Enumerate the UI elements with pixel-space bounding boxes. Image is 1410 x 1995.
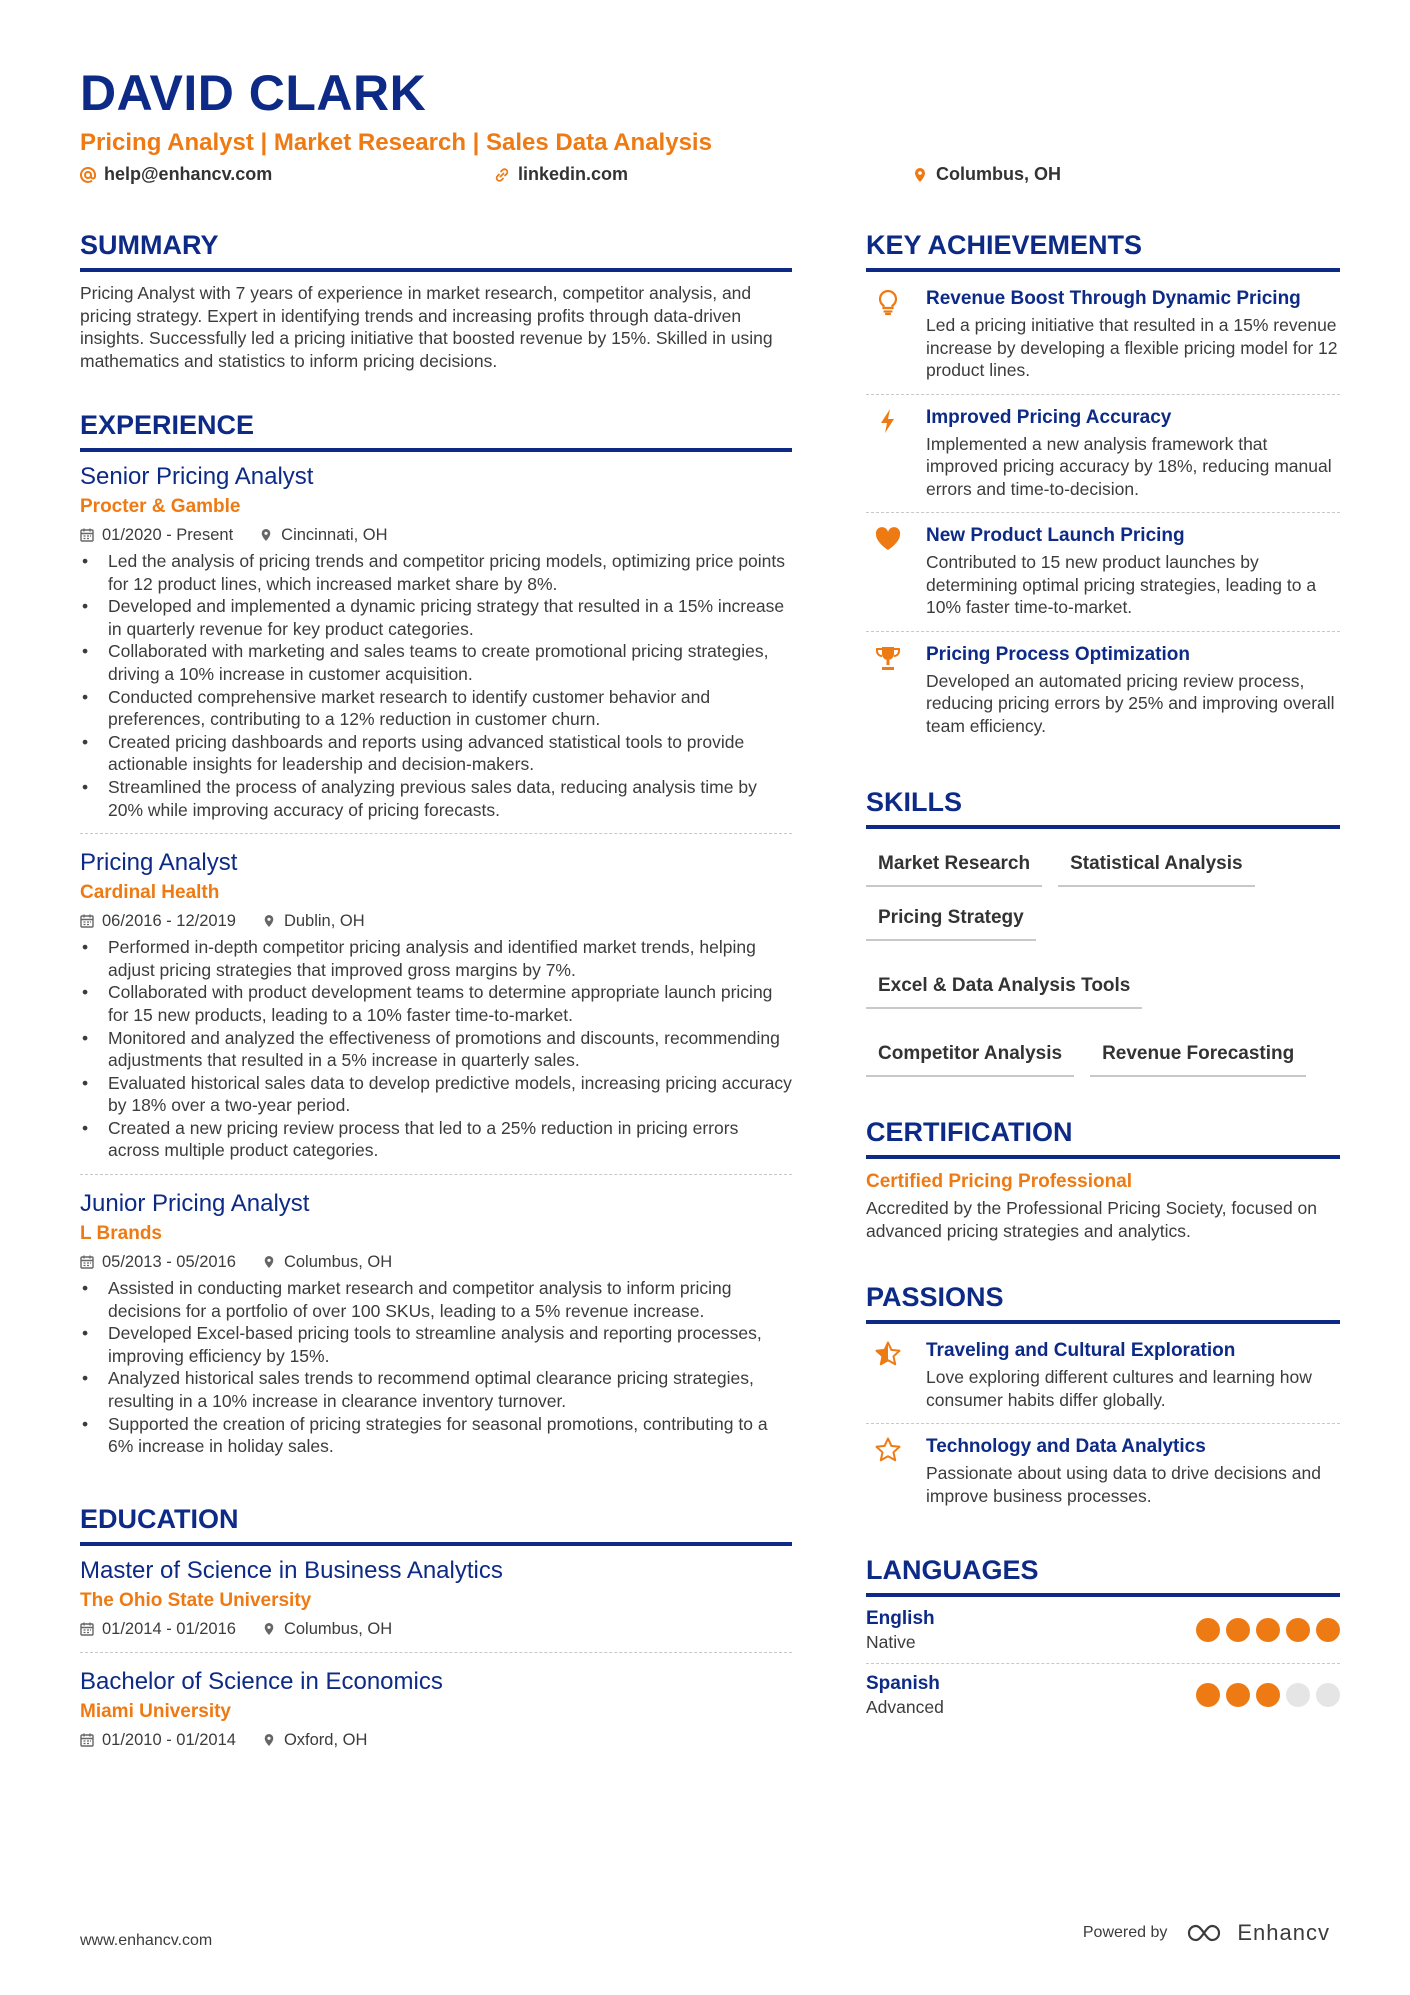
bullet-item: • Streamlined the process of analyzing previous sales data, reducing analysis time by 20% while improving accuracy of pricing forecasts. — [80, 776, 792, 821]
bullet-item: • Evaluated historical sales data to develop predictive models, increasing pricing accuracy by 18% over a two-year period. — [80, 1072, 792, 1117]
bullet-item: • Created pricing dashboards and reports using advanced statistical tools to provide actionable insights for leadership and decision-makers. — [80, 731, 792, 776]
language-rating — [1196, 1683, 1340, 1707]
rating-dot-filled — [1316, 1618, 1340, 1642]
education-location: Columbus, OH — [262, 1618, 392, 1640]
rating-dot-filled — [1196, 1683, 1220, 1707]
experience-heading: EXPERIENCE — [80, 408, 792, 452]
achievement-item — [866, 631, 1340, 750]
bullet-item: • Analyzed historical sales trends to recommend optimal clearance pricing strategies, resulting in a 10% increase in clearance inventory turnover. — [80, 1367, 792, 1412]
passion-item — [866, 1423, 1340, 1519]
passions-heading: PASSIONS — [866, 1280, 1340, 1324]
at-icon — [80, 167, 96, 183]
skills-section — [866, 785, 1340, 1077]
passions-section — [866, 1280, 1340, 1519]
achievement-item — [866, 512, 1340, 631]
job-entry — [80, 833, 792, 1174]
rating-dot-filled — [1256, 1618, 1280, 1642]
education-section — [80, 1502, 792, 1763]
achievements-heading: KEY ACHIEVEMENTS — [866, 228, 1340, 272]
calendar-icon — [80, 1622, 94, 1636]
job-location: Cincinnati, OH — [259, 524, 387, 546]
education-dates: 01/2010 - 01/2014 — [80, 1729, 236, 1751]
company-name: L Brands — [80, 1223, 163, 1245]
map-pin-icon — [262, 1622, 276, 1636]
rating-dot-filled — [1196, 1618, 1220, 1642]
achievements-section — [866, 228, 1340, 749]
education-meta — [80, 1729, 792, 1751]
star-outline-icon — [874, 1436, 902, 1464]
achievement-description: Contributed to 15 new product launches by determining optimal pricing strategies, leading to a 10% faster time-to-market. — [926, 552, 1317, 617]
linkedin-contact[interactable] — [494, 164, 628, 185]
education-entry — [80, 1556, 792, 1652]
candidate-name: DAVID CLARK — [80, 65, 427, 121]
passion-title: Technology and Data Analytics — [926, 1436, 1206, 1457]
bullet-item: • Collaborated with product development teams to determine appropriate launch pricing for 15 new products, leading to a 10% faster time-to-market. — [80, 981, 792, 1026]
job-location: Columbus, OH — [262, 1251, 392, 1273]
job-title: Junior Pricing Analyst — [80, 1190, 310, 1218]
job-entry — [80, 1174, 792, 1470]
achievement-title: Pricing Process Optimization — [926, 643, 1190, 665]
achievement-title: New Product Launch Pricing — [926, 525, 1185, 546]
job-bullets — [80, 936, 792, 1162]
language-name: Spanish — [866, 1673, 940, 1694]
location-contact — [912, 164, 1061, 185]
language-item — [866, 1599, 1340, 1663]
bullet-item: • Collaborated with marketing and sales teams to create promotional pricing strategies, driving a 10% increase in customer acquisition. — [80, 640, 792, 685]
achievement-item — [866, 276, 1340, 394]
job-bullets — [80, 1277, 792, 1458]
school-name: The Ohio State University — [80, 1589, 312, 1611]
map-pin-icon — [912, 167, 928, 183]
bullet-item: • Assisted in conducting market research and competitor analysis to inform pricing decisions for a portfolio of over 100 SKUs, leading to a 5% revenue increase. — [80, 1277, 792, 1322]
language-item — [866, 1663, 1340, 1728]
job-title: Senior Pricing Analyst — [80, 463, 314, 490]
skills-list — [866, 843, 1340, 1077]
summary-heading: SUMMARY — [80, 228, 792, 272]
link-icon — [494, 167, 510, 183]
education-entry — [80, 1652, 792, 1763]
footer-website[interactable]: www.enhancv.com — [80, 1932, 213, 1949]
email-text: help@enhancv.com — [104, 164, 273, 184]
company-name: Procter & Gamble — [80, 496, 241, 517]
calendar-icon — [80, 528, 94, 542]
languages-heading: LANGUAGES — [866, 1553, 1340, 1597]
bullet-item: • Created a new pricing review process that led to a 25% reduction in pricing errors across multiple product categories. — [80, 1117, 792, 1162]
passion-description: Love exploring different cultures and learning how consumer habits differ globally. — [926, 1367, 1312, 1410]
calendar-icon — [80, 1255, 94, 1269]
school-name: Miami University — [80, 1700, 231, 1722]
certification-name: Certified Pricing Professional — [866, 1171, 1133, 1192]
certification-section — [866, 1115, 1340, 1242]
achievement-description: Led a pricing initiative that resulted in a 15% revenue increase by developing a flexible pricing model for 12 product lines. — [926, 315, 1338, 380]
job-dates: 05/2013 - 05/2016 — [80, 1251, 236, 1273]
rating-dot-filled — [1226, 1618, 1250, 1642]
skill-tag: Statistical Analysis — [1058, 847, 1254, 887]
map-pin-icon — [262, 1733, 276, 1747]
bullet-item: • Conducted comprehensive market research to identify customer behavior and preferences, contributing to a 12% reduction in customer churn. — [80, 686, 792, 731]
contact-row — [80, 162, 1340, 190]
summary-section — [80, 228, 792, 372]
skill-tag: Pricing Strategy — [866, 901, 1036, 941]
map-pin-icon — [262, 914, 276, 928]
bullet-item: • Performed in-depth competitor pricing analysis and identified market trends, helping adjust pricing strategies that improved gross margins by 7%. — [80, 936, 792, 981]
right-column — [866, 228, 1340, 1728]
rating-dot-filled — [1226, 1683, 1250, 1707]
calendar-icon — [80, 914, 94, 928]
experience-section — [80, 408, 792, 1470]
job-dates: 06/2016 - 12/2019 — [80, 910, 236, 932]
job-entry — [80, 462, 792, 833]
footer-branding — [1083, 1920, 1330, 1946]
job-meta — [80, 1251, 792, 1273]
bullet-item: • Developed and implemented a dynamic pricing strategy that resulted in a 15% increase in quarterly revenue for key product categories. — [80, 595, 792, 640]
rating-dot-filled — [1286, 1618, 1310, 1642]
map-pin-icon — [259, 528, 273, 542]
rating-dot-empty — [1316, 1683, 1340, 1707]
location-text: Columbus, OH — [936, 164, 1061, 184]
language-level: Advanced — [866, 1697, 944, 1717]
bullet-item: • Monitored and analyzed the effectiveness of promotions and discounts, recommending adjustments that resulted in a 5% increase in quarterly sales. — [80, 1027, 792, 1072]
achievement-description: Developed an automated pricing review process, reducing pricing errors by 25% and improving overall team efficiency. — [926, 670, 1335, 736]
rating-dot-empty — [1286, 1683, 1310, 1707]
brand-name: Enhancv — [1237, 1920, 1330, 1945]
calendar-icon — [80, 1733, 94, 1747]
skill-tag: Revenue Forecasting — [1090, 1037, 1306, 1077]
passion-item — [866, 1328, 1340, 1423]
rating-dot-filled — [1256, 1683, 1280, 1707]
degree-title: Bachelor of Science in Economics — [80, 1667, 443, 1695]
skill-tag: Competitor Analysis — [866, 1037, 1074, 1077]
achievement-title: Revenue Boost Through Dynamic Pricing — [926, 288, 1301, 309]
education-location: Oxford, OH — [262, 1729, 367, 1751]
trophy-icon — [874, 644, 902, 672]
education-dates: 01/2014 - 01/2016 — [80, 1618, 236, 1640]
job-dates: 01/2020 - Present — [80, 524, 233, 546]
email-contact[interactable] — [80, 164, 272, 185]
skills-heading: SKILLS — [866, 785, 1340, 829]
education-heading: EDUCATION — [80, 1502, 792, 1546]
language-name: English — [866, 1608, 935, 1629]
candidate-headline: Pricing Analyst | Market Research | Sales Data Analysis — [80, 129, 712, 156]
lightbulb-icon — [874, 288, 902, 316]
job-bullets — [80, 550, 792, 821]
resume-header — [80, 64, 1340, 190]
education-meta — [80, 1618, 792, 1640]
language-level: Native — [866, 1632, 916, 1652]
map-pin-icon — [262, 1255, 276, 1269]
job-meta — [80, 524, 792, 546]
left-column — [80, 228, 792, 1763]
linkedin-text: linkedin.com — [518, 164, 629, 184]
passion-title: Traveling and Cultural Exploration — [926, 1340, 1236, 1361]
infinity-logo-icon — [1185, 1921, 1229, 1945]
powered-by-label: Powered by — [1082, 1924, 1168, 1941]
summary-text: Pricing Analyst with 7 years of experience in market research, competitor analysis, and pricing strategy. Expert in identifying trends and increasing profits through data-driven insights. Successfully led a pricing initiative that boosted revenue by 15%. Skilled in using mathematics and statistics to inform pricing decisions. — [80, 283, 773, 371]
degree-title: Master of Science in Business Analytics — [80, 1556, 503, 1584]
languages-section — [866, 1553, 1340, 1728]
achievement-description: Implemented a new analysis framework that improved pricing accuracy by 18%, reducing manual errors and time-to-decision. — [926, 433, 1332, 499]
bullet-item: • Developed Excel-based pricing tools to streamline analysis and reporting processes, improving efficiency by 15%. — [80, 1322, 792, 1367]
passion-description: Passionate about using data to drive decisions and improve business processes. — [926, 1463, 1321, 1506]
achievement-item — [866, 394, 1340, 513]
star-half-icon — [874, 1340, 902, 1368]
enhancv-logo[interactable] — [1185, 1920, 1330, 1946]
lightning-icon — [874, 407, 902, 435]
certification-description: Accredited by the Professional Pricing Society, focused on advanced pricing strategies and analytics. — [866, 1198, 1318, 1241]
job-location: Dublin, OH — [262, 910, 365, 932]
bullet-item: • Supported the creation of pricing strategies for seasonal promotions, contributing to a 6% increase in holiday sales. — [80, 1413, 792, 1458]
skill-tag: Excel & Data Analysis Tools — [866, 969, 1142, 1009]
job-title: Pricing Analyst — [80, 849, 238, 877]
achievement-title: Improved Pricing Accuracy — [926, 406, 1172, 428]
job-meta — [80, 910, 792, 932]
certification-heading: CERTIFICATION — [866, 1115, 1340, 1159]
heart-icon — [874, 525, 902, 553]
company-name: Cardinal Health — [80, 882, 220, 904]
skill-tag: Market Research — [866, 847, 1042, 887]
bullet-item: • Led the analysis of pricing trends and competitor pricing models, optimizing price points for 12 product lines, which increased market share by 8%. — [80, 550, 792, 595]
language-rating — [1196, 1618, 1340, 1642]
